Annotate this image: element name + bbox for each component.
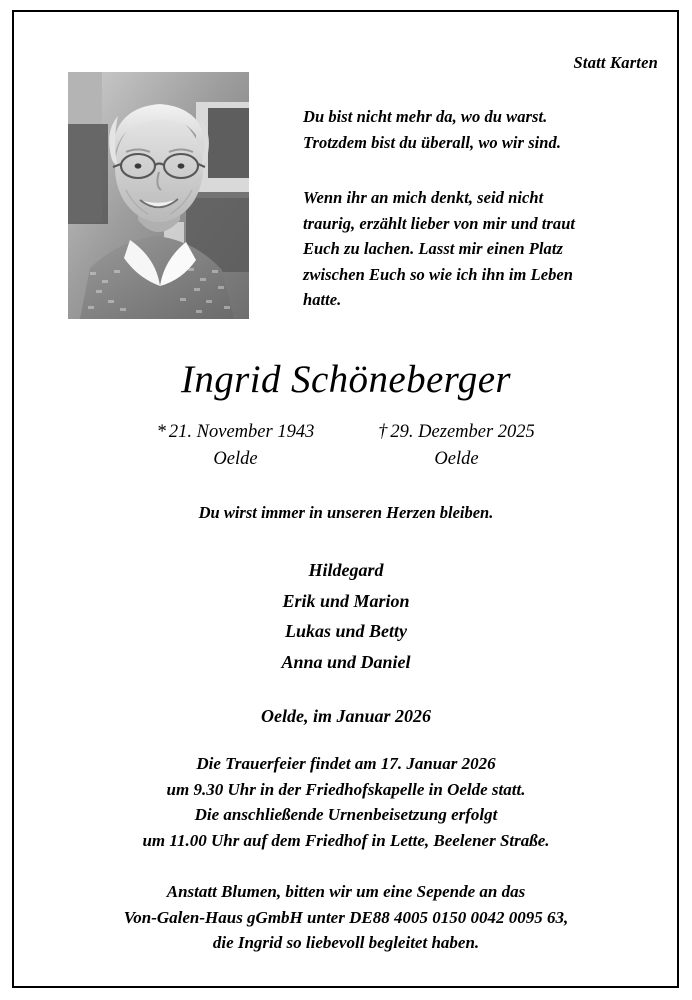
family-names (0, 555, 692, 677)
verse-two-line-4: zwischen Euch so wie ich ihn im Leben (303, 264, 574, 284)
portrait-photo (68, 72, 249, 319)
ceremony-details (0, 751, 692, 853)
verse-two-line-1: Wenn ihr an mich denkt, seid nicht (303, 188, 544, 207)
family-name-3: Lukas und Betty (284, 621, 408, 641)
birth-place: Oelde (213, 449, 258, 469)
birth-date-line (157, 422, 315, 442)
verse-block-two (303, 185, 655, 313)
donation-request (0, 879, 692, 956)
donation-line-2: Von-Galen-Haus gGmbH unter DE88 4005 0150 0042 0095 63, (123, 907, 569, 927)
statt-karten-label: Statt Karten (573, 53, 658, 72)
family-name-1: Hildegard (308, 560, 384, 580)
ceremony-line-3: Die anschließende Urnenbeisetzung erfolgt (194, 805, 498, 824)
death-place: Oelde (434, 449, 479, 469)
verse-two-line-2: traurig, erzählt lieber von mir und traut (303, 213, 576, 233)
family-name-2: Erik und Marion (282, 590, 410, 611)
verse-block-one (303, 104, 655, 155)
verse-two-line-5: hatte. (303, 290, 342, 309)
donation-line-1: Anstatt Blumen, bitten wir um eine Sepende an das (166, 882, 526, 901)
family-name-4: Anna und Daniel (281, 651, 411, 672)
verse-one-line-2: Trotzdem bist du überall, wo wir sind. (303, 132, 562, 152)
ceremony-line-4: um 11.00 Uhr auf dem Friedhof in Lette, Beelener Straße. (142, 830, 550, 850)
birth-info (133, 419, 338, 473)
deceased-name: Ingrid Schöneberger (181, 358, 511, 401)
verse-two-line-3: Euch zu lachen. Lasst mir einen Platz (303, 239, 563, 258)
death-info (354, 419, 559, 473)
farewell-line: Du wirst immer in unseren Herzen bleiben. (198, 503, 494, 522)
birth-date: 21. November 1943 (168, 422, 315, 442)
death-date: 29. Dezember 2025 (390, 422, 535, 442)
cross-dagger-icon: † (378, 422, 388, 442)
place-and-date: Oelde, im Januar 2026 (260, 706, 431, 726)
death-date-line (378, 422, 535, 442)
verse-one-line-1: Du bist nicht mehr da, wo du warst. (303, 107, 548, 126)
donation-line-3: die Ingrid so liebevoll begleitet haben. (212, 933, 480, 952)
ceremony-line-1: Die Trauerfeier findet am 17. Januar 2026 (196, 754, 496, 773)
birth-symbol-icon: * (156, 422, 166, 442)
life-dates (0, 419, 692, 473)
ceremony-line-2: um 9.30 Uhr in der Friedhofskapelle in Oelde statt. (166, 779, 526, 799)
